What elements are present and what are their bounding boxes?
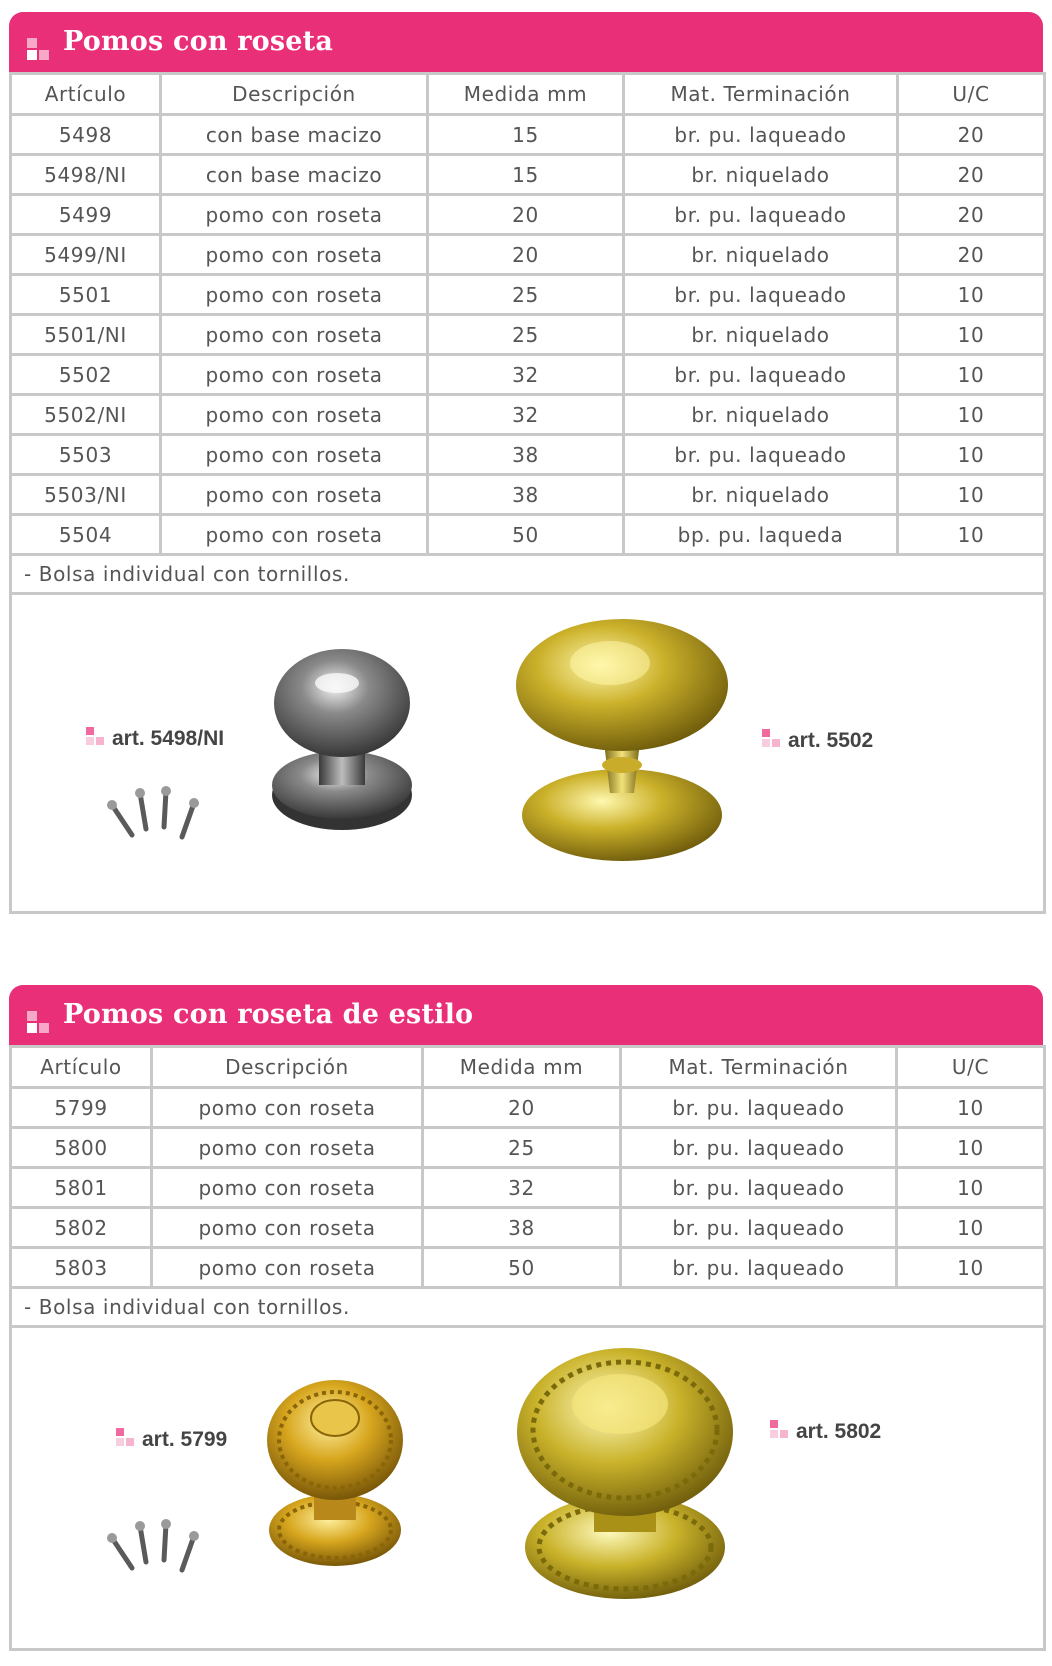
column-header-medida: Medida mm: [428, 74, 624, 115]
table-row: [11, 275, 1045, 315]
cell-descripcion: pomo con roseta: [161, 235, 428, 275]
cell-articulo: 5498: [11, 115, 161, 155]
cell-uc: 10: [897, 1088, 1045, 1128]
cell-medida: 32: [428, 395, 624, 435]
cell-uc: 10: [898, 315, 1045, 355]
cell-uc: 10: [897, 1168, 1045, 1208]
brand-squares-icon: [27, 38, 51, 62]
image-label-5799: art. 5799: [116, 1428, 227, 1452]
table-row: [11, 1088, 1045, 1128]
cell-terminacion: br. pu. laqueado: [621, 1088, 897, 1128]
cell-medida: 25: [428, 275, 624, 315]
cell-articulo: 5799: [11, 1088, 152, 1128]
pink-squares-icon: [116, 1428, 136, 1448]
column-header-uc: U/C: [898, 74, 1045, 115]
table-row: [11, 1208, 1045, 1248]
table-header-row: [11, 74, 1045, 115]
brand-squares-icon: [27, 1011, 51, 1035]
cell-descripcion: pomo con roseta: [152, 1248, 423, 1288]
cell-descripcion: pomo con roseta: [161, 435, 428, 475]
cell-terminacion: br. pu. laqueado: [624, 435, 898, 475]
cell-articulo: 5800: [11, 1128, 152, 1168]
table-row: [11, 115, 1045, 155]
section-title: Pomos con roseta de estilo: [63, 999, 474, 1030]
cell-terminacion: br. niquelado: [624, 315, 898, 355]
cell-descripcion: pomo con roseta: [152, 1168, 423, 1208]
cell-articulo: 5502/NI: [11, 395, 161, 435]
image-row: [11, 1327, 1045, 1650]
image-row: [11, 594, 1045, 913]
cell-terminacion: br. pu. laqueado: [624, 195, 898, 235]
table-row: [11, 1128, 1045, 1168]
table-row: [11, 155, 1045, 195]
cell-terminacion: br. pu. laqueado: [624, 115, 898, 155]
cell-medida: 50: [428, 515, 624, 555]
brass-knob-icon: [512, 615, 732, 865]
cell-articulo: 5803: [11, 1248, 152, 1288]
cell-terminacion: br. pu. laqueado: [621, 1208, 897, 1248]
column-header-articulo: Artículo: [11, 74, 161, 115]
cell-medida: 20: [423, 1088, 621, 1128]
cell-descripcion: pomo con roseta: [161, 275, 428, 315]
cell-terminacion: br. pu. laqueado: [621, 1248, 897, 1288]
cell-medida: 15: [428, 115, 624, 155]
product-table: [9, 72, 1046, 914]
column-header-uc: U/C: [897, 1047, 1045, 1088]
cell-uc: 10: [897, 1208, 1045, 1248]
cell-medida: 20: [428, 195, 624, 235]
cell-uc: 10: [898, 435, 1045, 475]
note-text: - Bolsa individual con tornillos.: [11, 555, 1045, 594]
cell-articulo: 5801: [11, 1168, 152, 1208]
image-label-5802: art. 5802: [770, 1420, 881, 1444]
table-header-row: [11, 1047, 1045, 1088]
table-row: [11, 475, 1045, 515]
cell-descripcion: pomo con roseta: [161, 515, 428, 555]
column-header-descripcion: Descripción: [161, 74, 428, 115]
cell-descripcion: pomo con roseta: [152, 1088, 423, 1128]
pink-squares-icon: [86, 727, 106, 747]
cell-uc: 20: [898, 115, 1045, 155]
cell-uc: 10: [898, 395, 1045, 435]
section-pomos-con-roseta-de-estilo: [9, 985, 1043, 1651]
cell-medida: 25: [423, 1128, 621, 1168]
cell-medida: 38: [423, 1208, 621, 1248]
cell-terminacion: br. pu. laqueado: [621, 1128, 897, 1168]
cell-articulo: 5499: [11, 195, 161, 235]
silver-knob-icon: [267, 645, 417, 835]
cell-uc: 20: [898, 155, 1045, 195]
table-row: [11, 315, 1045, 355]
cell-articulo: 5499/NI: [11, 235, 161, 275]
section-pomos-con-roseta: [9, 12, 1043, 914]
product-table: [9, 1045, 1046, 1651]
table-row: [11, 235, 1045, 275]
cell-medida: 38: [428, 435, 624, 475]
cell-articulo: 5802: [11, 1208, 152, 1248]
cell-medida: 15: [428, 155, 624, 195]
product-images: [11, 1327, 1045, 1650]
column-header-terminacion: Mat. Terminación: [624, 74, 898, 115]
cell-articulo: 5503/NI: [11, 475, 161, 515]
table-body: [11, 115, 1045, 555]
cell-uc: 10: [898, 275, 1045, 315]
ornate-knob-small-icon: [260, 1370, 410, 1570]
table-row: [11, 395, 1045, 435]
cell-uc: 10: [898, 355, 1045, 395]
cell-medida: 32: [428, 355, 624, 395]
cell-uc: 10: [898, 515, 1045, 555]
product-images: [11, 594, 1045, 913]
note-row: [11, 555, 1045, 594]
table-row: [11, 435, 1045, 475]
cell-terminacion: br. niquelado: [624, 155, 898, 195]
cell-terminacion: br. niquelado: [624, 475, 898, 515]
image-label-5502: art. 5502: [762, 729, 873, 753]
column-header-descripcion: Descripción: [152, 1047, 423, 1088]
column-header-articulo: Artículo: [11, 1047, 152, 1088]
screws-icon: [106, 1518, 206, 1578]
section-title: Pomos con roseta: [63, 26, 334, 57]
table-row: [11, 195, 1045, 235]
section-header: [9, 985, 1043, 1045]
cell-terminacion: br. niquelado: [624, 395, 898, 435]
cell-terminacion: bp. pu. laqueda: [624, 515, 898, 555]
cell-uc: 10: [898, 475, 1045, 515]
image-label-5498ni: art. 5498/NI: [86, 727, 224, 751]
cell-articulo: 5498/NI: [11, 155, 161, 195]
cell-medida: 50: [423, 1248, 621, 1288]
cell-articulo: 5502: [11, 355, 161, 395]
cell-descripcion: pomo con roseta: [161, 475, 428, 515]
cell-uc: 10: [897, 1128, 1045, 1168]
cell-descripcion: con base macizo: [161, 115, 428, 155]
cell-descripcion: pomo con roseta: [161, 355, 428, 395]
cell-descripcion: pomo con roseta: [152, 1208, 423, 1248]
cell-terminacion: br. pu. laqueado: [624, 355, 898, 395]
column-header-terminacion: Mat. Terminación: [621, 1047, 897, 1088]
cell-descripcion: pomo con roseta: [152, 1128, 423, 1168]
cell-articulo: 5503: [11, 435, 161, 475]
cell-terminacion: br. pu. laqueado: [624, 275, 898, 315]
cell-medida: 38: [428, 475, 624, 515]
cell-medida: 20: [428, 235, 624, 275]
pink-squares-icon: [770, 1420, 790, 1440]
cell-terminacion: br. pu. laqueado: [621, 1168, 897, 1208]
table-body: [11, 1088, 1045, 1288]
column-header-medida: Medida mm: [423, 1047, 621, 1088]
section-header: [9, 12, 1043, 72]
table-row: [11, 1168, 1045, 1208]
note-text: - Bolsa individual con tornillos.: [11, 1288, 1045, 1327]
pink-squares-icon: [762, 729, 782, 749]
cell-articulo: 5501: [11, 275, 161, 315]
cell-descripcion: pomo con roseta: [161, 395, 428, 435]
ornate-knob-large-icon: [510, 1342, 740, 1607]
table-row: [11, 1248, 1045, 1288]
cell-descripcion: pomo con roseta: [161, 315, 428, 355]
cell-descripcion: pomo con roseta: [161, 195, 428, 235]
cell-descripcion: con base macizo: [161, 155, 428, 195]
table-row: [11, 355, 1045, 395]
cell-articulo: 5501/NI: [11, 315, 161, 355]
table-row: [11, 515, 1045, 555]
cell-articulo: 5504: [11, 515, 161, 555]
screws-icon: [106, 785, 206, 845]
cell-terminacion: br. niquelado: [624, 235, 898, 275]
cell-uc: 20: [898, 195, 1045, 235]
cell-uc: 10: [897, 1248, 1045, 1288]
cell-medida: 32: [423, 1168, 621, 1208]
cell-uc: 20: [898, 235, 1045, 275]
note-row: [11, 1288, 1045, 1327]
cell-medida: 25: [428, 315, 624, 355]
